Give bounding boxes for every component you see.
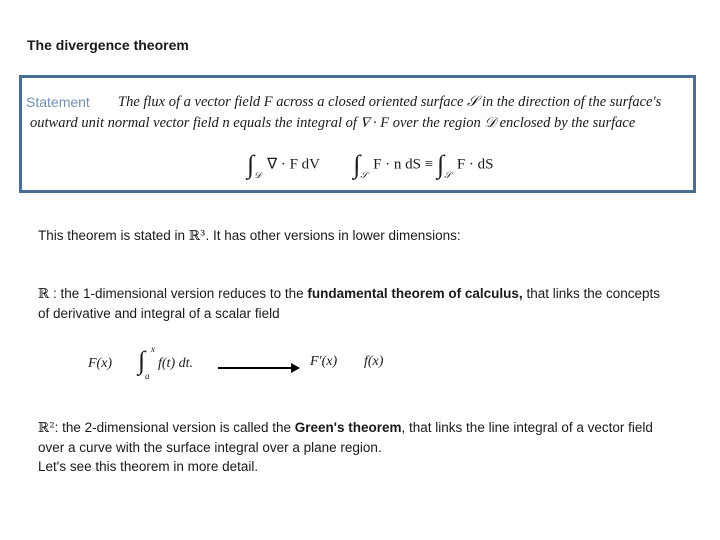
- ftc-term: fundamental theorem of calculus,: [307, 286, 523, 301]
- integrand: f(t) dt.: [158, 356, 193, 371]
- statement-label: Statement: [26, 94, 90, 110]
- integral-sign: ∫: [247, 150, 255, 179]
- divergence-equation: [247, 150, 494, 181]
- lower-limit: a: [145, 371, 150, 381]
- paragraph-1d: ℝ : the 1-dimensional version reduces to the fundamental theorem of calculus, that links the concepts of derivative and integral of a scalar field: [38, 286, 661, 321]
- F-prime-of-x: F′(x): [310, 354, 338, 369]
- statement-text: The flux of a vector field F across a closed oriented surface 𝒮 in the direction of the surface's outward unit normal vector field n equals the integral of ∇ · F over the region 𝒟 enclosed by the surface: [30, 94, 662, 131]
- equation-right: F · dS: [456, 156, 494, 173]
- r3-symbol: ℝ³: [188, 228, 206, 244]
- statement-box: [19, 75, 696, 193]
- integral-sign: ∫: [353, 150, 361, 179]
- r-symbol: ℝ: [38, 286, 50, 302]
- f-of-x: f(x): [364, 354, 384, 369]
- domain-s: 𝒮: [444, 170, 452, 181]
- F-of-x: F(x): [88, 356, 113, 371]
- domain-d: 𝒟: [254, 170, 262, 181]
- paragraph-2d: ℝ²: the 2-dimensional version is called the Green's theorem, that links the line integral of a vector field over a curve with the surface integral over a plane region. Let's see this theorem in more detail.: [38, 420, 653, 474]
- equation-middle: F · n dS ≡: [373, 156, 434, 173]
- r2-symbol: ℝ²: [38, 420, 55, 436]
- ftc-formula-row: [0, 344, 720, 388]
- upper-limit: x: [151, 344, 155, 354]
- paragraph-dimensions: This theorem is stated in ℝ³. It has other versions in lower dimensions:: [38, 228, 461, 244]
- greens-theorem-term: Green's theorem: [294, 420, 402, 435]
- arrow-right-icon: [218, 367, 298, 369]
- integral-sign: ∫: [138, 346, 146, 375]
- domain-s: 𝒮: [360, 170, 368, 181]
- equation-left: ∇ · F dV: [267, 156, 320, 173]
- slide-title: The divergence theorem: [27, 37, 189, 53]
- integral-sign: ∫: [436, 150, 445, 179]
